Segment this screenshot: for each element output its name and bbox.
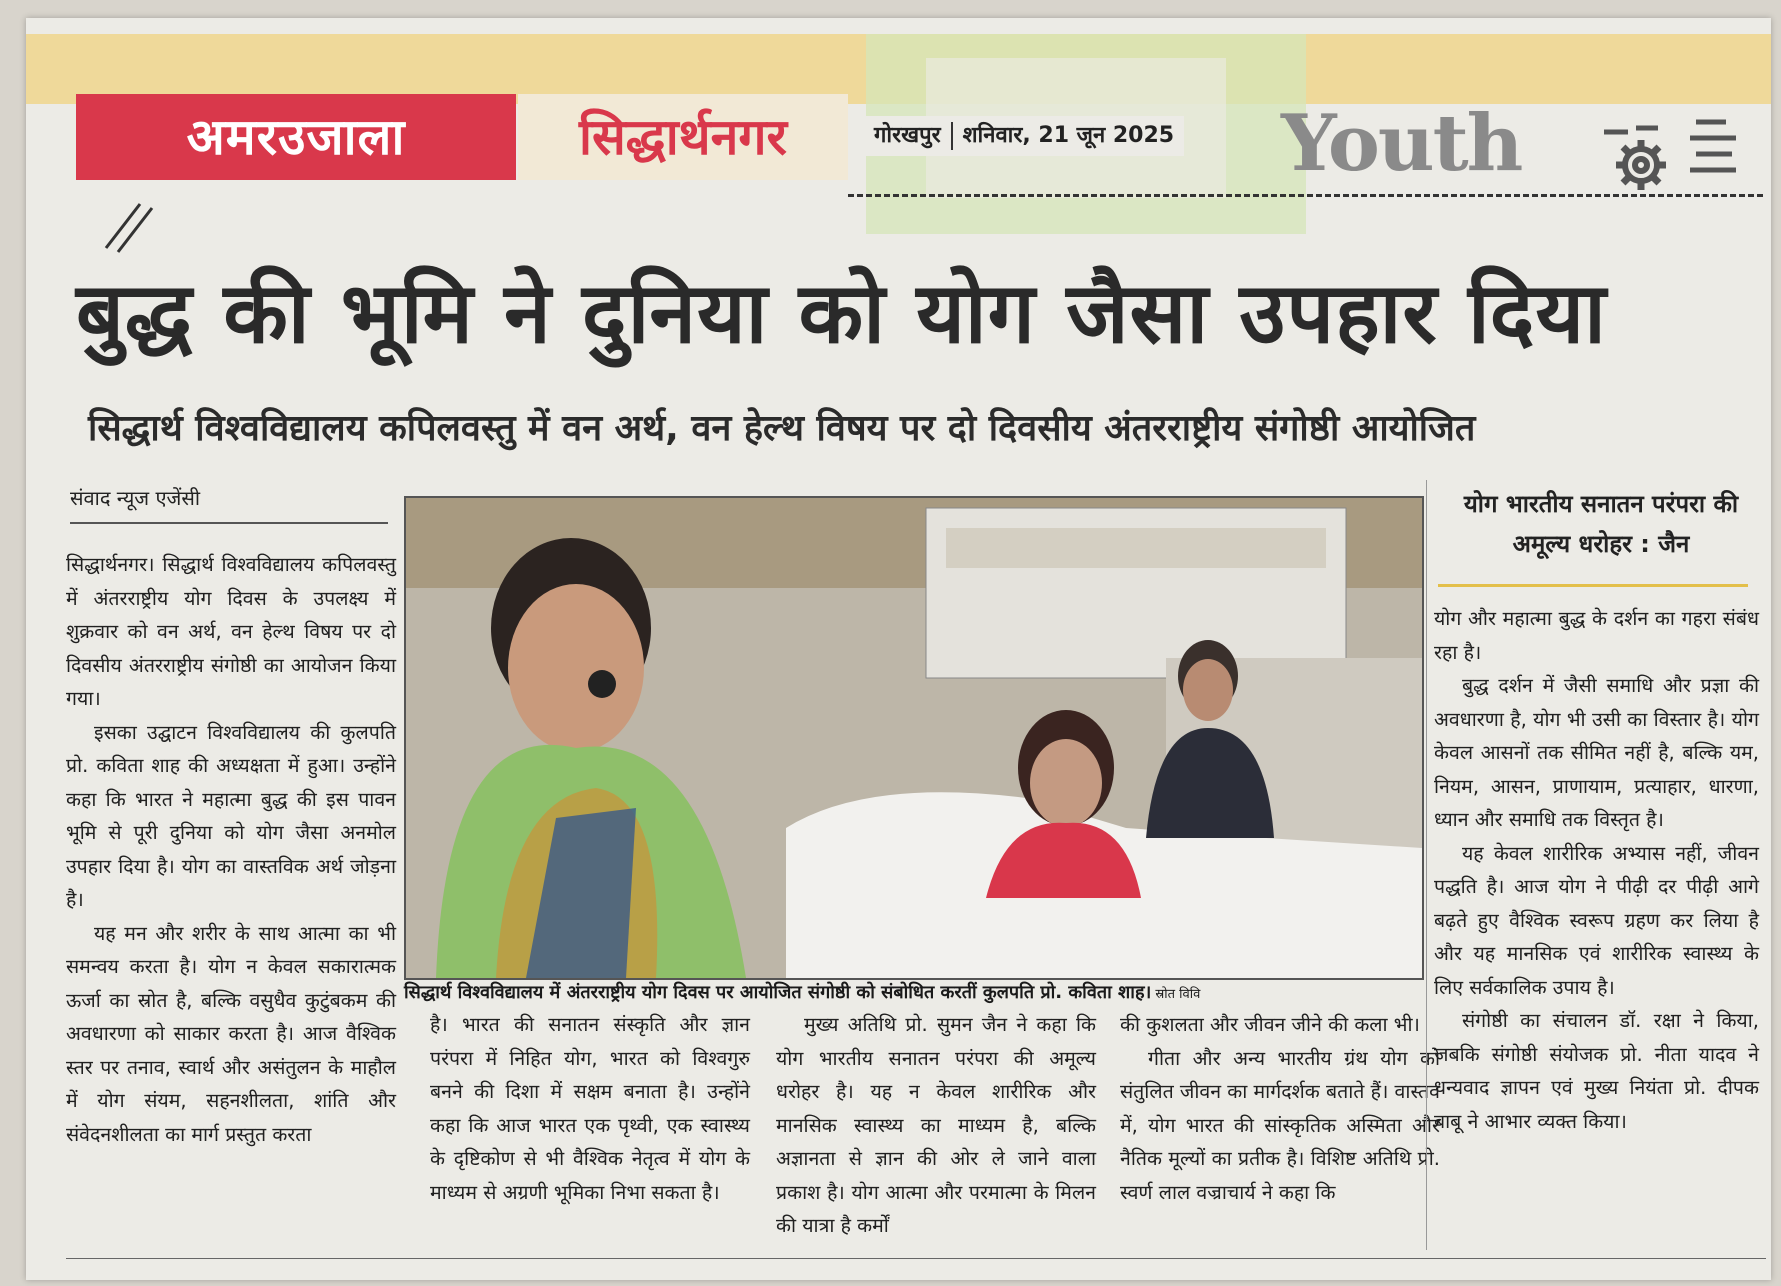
caption-text: सिद्धार्थ विश्वविद्यालय में अंतरराष्ट्रीय योग दिवस पर आयोजित संगोष्ठी को संबोधित करतीं कुलपति प्रो. कविता शाह। xyxy=(404,982,1152,1003)
article-column-2 xyxy=(430,1008,750,1209)
article-subheadline: सिद्धार्थ विश्वविद्यालय कपिलवस्तु में वन अर्थ, वन हेल्थ विषय पर दो दिवसीय अंतरराष्ट्रीय संगोष्ठी आयोजित xyxy=(88,408,1476,449)
gear-icon xyxy=(1596,110,1686,200)
paragraph: योग और महात्मा बुद्ध के दर्शन का गहरा संबंध रहा है। xyxy=(1434,607,1759,664)
paragraph: गीता और अन्य भारतीय ग्रंथ योग को संतुलित जीवन का मार्गदर्शक बताते हैं। वास्तव में, योग भारत की सांस्कृतिक अस्मिता और नैतिक मूल्यों का प्रतीक है। विशिष्ट अतिथि प्रो. स्वर्ण लाल वज्राचार्य ने कहा कि xyxy=(1120,1046,1440,1204)
paragraph: मुख्य अतिथि प्रो. सुमन जैन ने कहा कि योग भारतीय सनातन परंपरा की अमूल्य धरोहर है। यह न केवल शारीरिक और मानसिक स्वास्थ्य का माध्यम है, बल्कि अज्ञानता से ज्ञान की ओर ले जाने वाला प्रकाश है। योग आत्मा और परमात्मा के मिलन की यात्रा है कर्मों xyxy=(776,1013,1096,1237)
dateline xyxy=(864,116,1184,156)
byline-rule xyxy=(70,522,388,524)
byline-agency: संवाद न्यूज एजेंसी xyxy=(70,486,201,510)
newspaper-logo: अमरउजाला xyxy=(76,94,516,180)
dateline-separator xyxy=(951,122,953,150)
edition-name: सिद्धार्थनगर xyxy=(518,94,848,180)
newspaper-page xyxy=(26,18,1771,1280)
article-photo xyxy=(404,496,1424,980)
paragraph: यह केवल शारीरिक अभ्यास नहीं, जीवन पद्धति है। आज योग ने पीढ़ी दर पीढ़ी आगे बढ़ते हुए वैश्विक स्वरूप ग्रहण कर लिया है और यह मानसिक एवं शारीरिक स्वास्थ्य के लिए सर्वकालिक उपाय है। xyxy=(1434,841,1759,999)
bottom-rule xyxy=(66,1258,1766,1259)
photo-source: स्रोत विवि xyxy=(1155,987,1201,1002)
decorative-slash-icon xyxy=(96,198,166,258)
article-column-1 xyxy=(66,548,396,1151)
issue-date: शनिवार, 21 जून 2025 xyxy=(962,123,1175,148)
paragraph: बुद्ध दर्शन में जैसी समाधि और प्रज्ञा की अवधारणा है, योग भी उसी का विस्तार है। योग केवल आसनों तक सीमित नहीं है, बल्कि यम, नियम, आसन, प्राणायाम, प्रत्याहार, धारणा, ध्यान और समाधि तक विस्तृत है। xyxy=(1434,674,1759,831)
paragraph: की कुशलता और जीवन जीने की कला भी। xyxy=(1120,1013,1420,1036)
paragraph: यह मन और शरीर के साथ आत्मा का भी समन्वय करता है। योग न केवल सकारात्मक ऊर्जा का स्रोत है, बल्कि वसुधैव कुटुंबकम की अवधारणा को साकार करता है। आज वैश्विक स्तर पर तनाव, स्वार्थ और असंतुलन के माहौल में योग संयम, सहनशीलता, शांति और संवेदनशीलता का मार्ग प्रस्तुत करता xyxy=(66,921,396,1146)
sidebar-text xyxy=(1434,602,1759,1138)
paragraph: सिद्धार्थनगर। सिद्धार्थ विश्वविद्यालय कपिलवस्तु में अंतरराष्ट्रीय योग दिवस के उपलक्ष्य में शुक्रवार को वन अर्थ, वन हेल्थ विषय पर दो दिवसीय अंतरराष्ट्रीय संगोष्ठी का आयोजन किया गया। xyxy=(66,553,396,710)
column-divider xyxy=(1426,480,1427,1250)
supplement-title: Youth xyxy=(1281,98,1522,189)
article-headline: बुद्ध की भूमि ने दुनिया को योग जैसा उपहार दिया xyxy=(76,264,1607,362)
article-column-3 xyxy=(776,1008,1096,1243)
sidebar-title: योग भारतीय सनातन परंपरा की अमूल्य धरोहर : जैन xyxy=(1463,490,1739,558)
paragraph: संगोष्ठी का संचालन डॉ. रक्षा ने किया, जबकि संगोष्ठी संयोजक प्रो. नीता यादव ने धन्यवाद ज्ञापन एवं मुख्य नियंता प्रो. दीपक बाबू ने आभार व्यक्त किया। xyxy=(1434,1009,1759,1133)
city-name: गोरखपुर xyxy=(874,123,941,148)
photo-caption xyxy=(404,976,1424,1010)
masthead-dashed-rule xyxy=(848,194,1763,197)
decorative-lines-icon xyxy=(1686,116,1756,196)
paragraph: इसका उद्घाटन विश्वविद्यालय की कुलपति प्रो. कविता शाह की अध्यक्षता में हुआ। उन्होंने कहा कि भारत ने महात्मा बुद्ध की इस पावन भूमि से पूरी दुनिया को योग जैसा अनमोल उपहार दिया है। योग का वास्तविक अर्थ जोड़ना है। xyxy=(66,720,396,911)
paragraph: है। भारत की सनातन संस्कृति और ज्ञान परंपरा में निहित योग, भारत को विश्वगुरु बनने की दिशा में सक्षम बनाता है। उन्होंने कहा कि आज भारत एक पृथ्वी, एक स्वास्थ्य के दृष्टिकोण से भी वैश्विक नेतृत्व में योग के माध्यम से अग्रणी भूमिका निभा सकता है। xyxy=(430,1013,750,1204)
sidebar-accent-rule xyxy=(1438,584,1748,587)
article-column-4 xyxy=(1120,1008,1440,1209)
